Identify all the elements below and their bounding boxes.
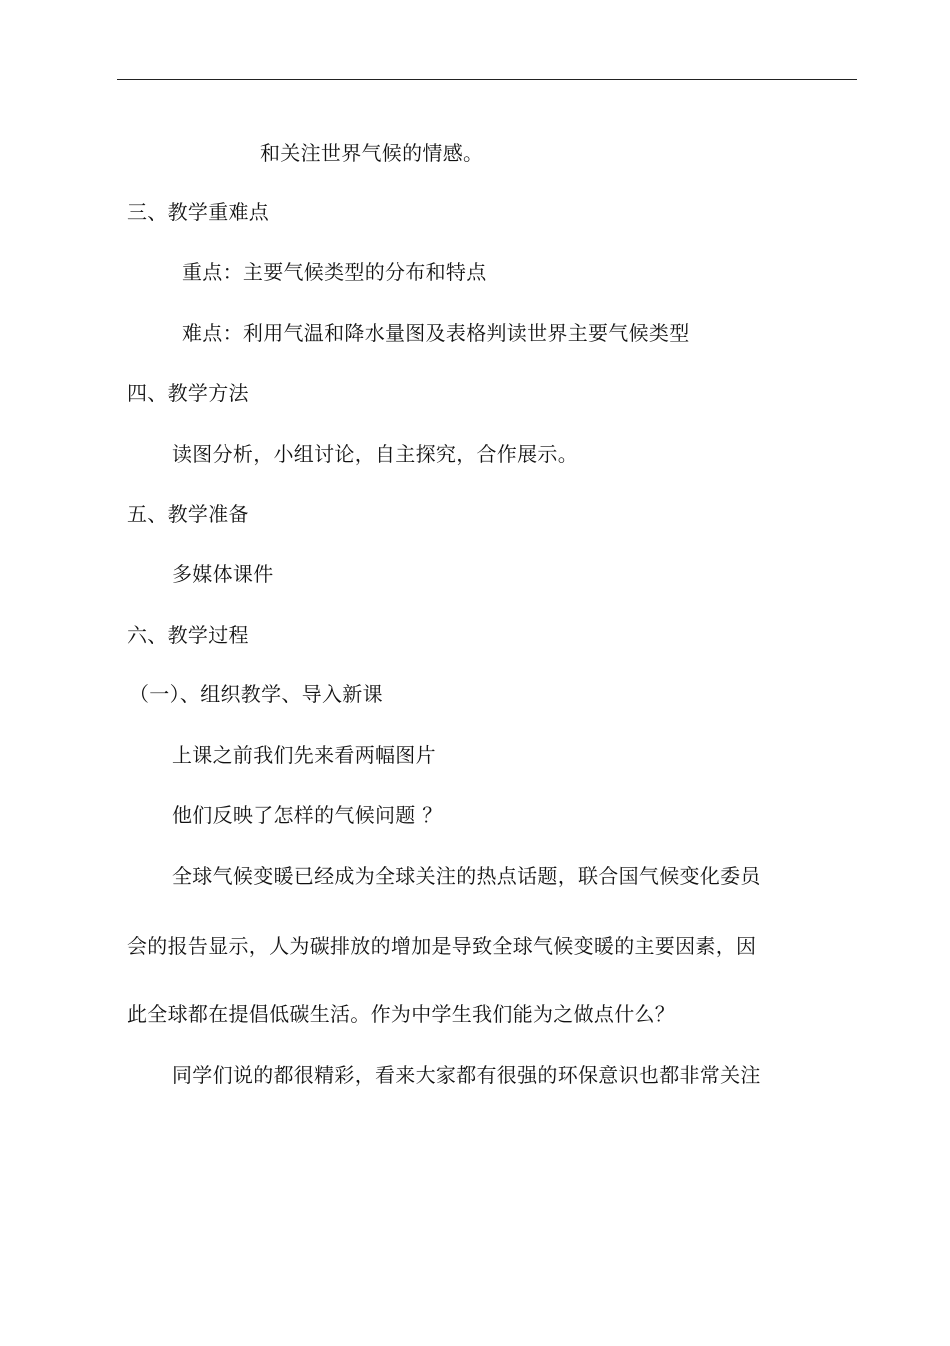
methods-line: 读图分析，小组讨论，自主探究，合作展示。 [172,442,578,466]
section-heading-preparation: 五、教学准备 [127,502,249,526]
paragraph-line: 此全球都在提倡低碳生活。作为中学生我们能为之做点什么？ [127,1002,676,1026]
paragraph-line: 上课之前我们先来看两幅图片 [172,743,436,767]
preparation-line: 多媒体课件 [172,562,274,586]
paragraph-line: 他们反映了怎样的气候问题 ？ [172,803,443,827]
key-point-line: 重点：主要气候类型的分布和特点 [182,260,487,284]
subsection-heading-intro: （一）、组织教学、导入新课 [129,682,383,706]
header-rule [117,79,857,80]
difficult-point-line: 难点：利用气温和降水量图及表格判读世界主要气候类型 [182,321,690,345]
paragraph-line: 全球气候变暖已经成为全球关注的热点话题，联合国气候变化委员 [172,864,761,888]
section-heading-key-points: 三、教学重难点 [127,200,270,224]
section-heading-process: 六、教学过程 [127,623,249,647]
section-heading-methods: 四、教学方法 [127,381,249,405]
text-line-continuation: 和关注世界气候的情感。 [260,141,484,165]
paragraph-line: 会的报告显示，人为碳排放的增加是导致全球气候变暖的主要因素，因 [127,934,757,958]
paragraph-line: 同学们说的都很精彩，看来大家都有很强的环保意识也都非常关注 [172,1063,761,1087]
